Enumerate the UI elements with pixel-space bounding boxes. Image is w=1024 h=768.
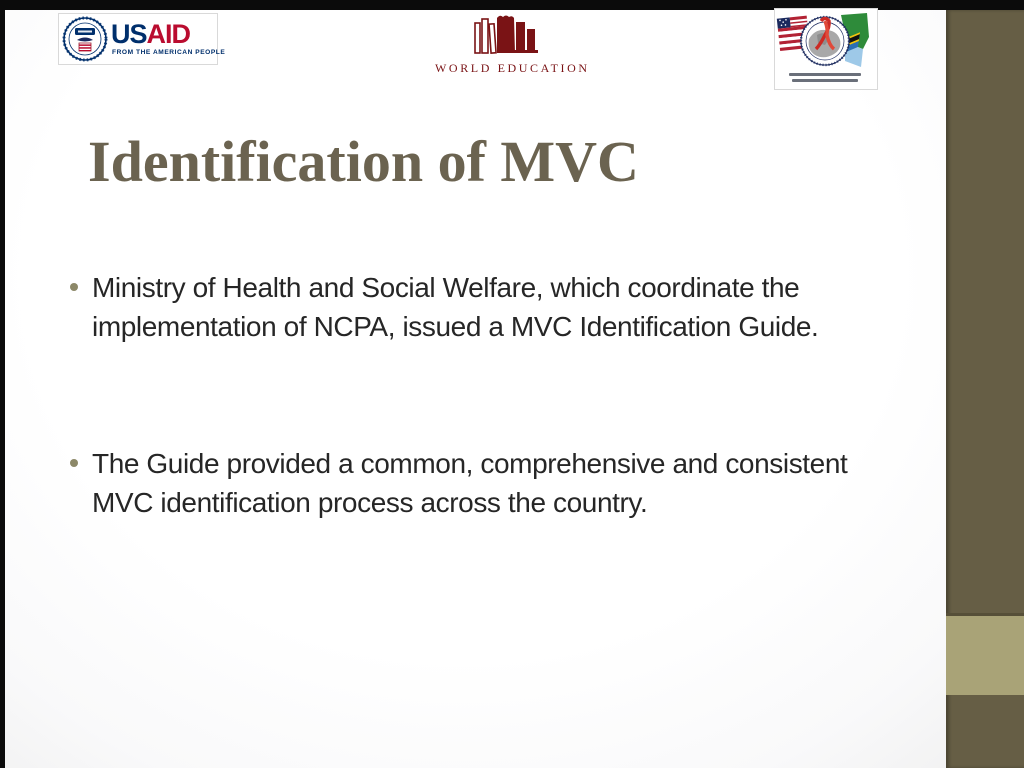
slide-canvas bbox=[5, 10, 1024, 768]
bullet-dot-icon bbox=[70, 459, 78, 467]
world-education-label: WORLD EDUCATION bbox=[435, 61, 590, 75]
bullet-1-line-2: implementation of NCPA, issued a MVC Identification Guide. bbox=[92, 311, 819, 342]
bullet-2-line-2: MVC identification process across the country. bbox=[92, 487, 648, 518]
bullet-item-1 bbox=[68, 268, 818, 346]
bullet-item-2 bbox=[68, 444, 847, 522]
bullet-1-line-1: Ministry of Health and Social Welfare, which coordinate the bbox=[92, 272, 800, 303]
usaid-wordmark bbox=[111, 21, 190, 48]
slide-title: Identification of MVC bbox=[88, 129, 639, 194]
usaid-us-text: US bbox=[111, 19, 147, 49]
right-accent-band bbox=[946, 613, 1024, 695]
partnership-caption-line-2 bbox=[792, 79, 858, 82]
bullet-2-line-1: The Guide provided a common, comprehensive and consistent bbox=[92, 448, 848, 479]
usa-tanzania-partnership-logo bbox=[774, 8, 878, 90]
bullet-dot-icon bbox=[70, 283, 78, 291]
partnership-caption-line-1 bbox=[789, 73, 861, 76]
world-education-books-icon bbox=[435, 14, 575, 59]
right-accent-bar bbox=[946, 10, 1024, 768]
world-education-logo bbox=[435, 14, 590, 76]
usaid-logo bbox=[58, 13, 226, 65]
usaid-tagline: FROM THE AMERICAN PEOPLE bbox=[112, 49, 226, 56]
usaid-seal-icon bbox=[61, 16, 109, 62]
usaid-aid-text: AID bbox=[146, 19, 191, 49]
